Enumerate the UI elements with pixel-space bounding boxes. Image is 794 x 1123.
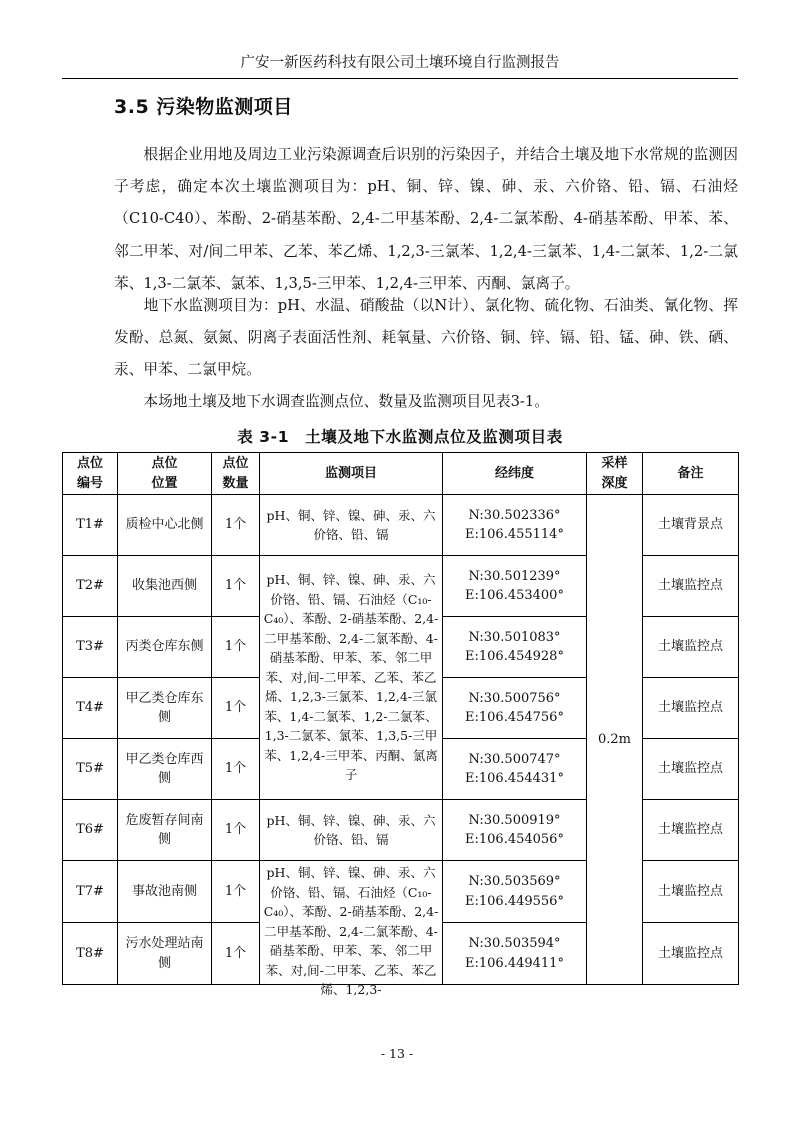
point-quantity: 1个	[212, 861, 260, 923]
point-location: 甲乙类仓库西侧	[118, 739, 212, 800]
remark: 土壤背景点	[643, 495, 739, 556]
paragraph-soil-items: 根据企业用地及周边工业污染源调查后识别的污染因子，并结合土壤及地下水常规的监测因子考虑，确定本次土壤监测项目为：pH、铜、锌、镍、砷、汞、六价铬、铅、镉、石油烃（C10-C40）、苯酚、2-硝基苯酚、2,4-二甲基苯酚、2,4-二氯苯酚、4-硝基苯酚、甲苯、苯、邻二甲苯、对/间二甲苯、乙苯、苯乙烯、1,2,3-三氯苯、1,2,4-三氯苯、1,4-二氯苯、1,2-二氯苯、1,3-二氯苯、氯苯、1,3,5-三甲苯、1,2,4-三甲苯、丙酮、氯离子。	[114, 146, 738, 292]
point-quantity: 1个	[212, 800, 260, 861]
remark: 土壤监控点	[643, 556, 739, 617]
monitoring-items: pH、铜、锌、镍、砷、汞、六价铬、铅、镉	[260, 800, 443, 861]
coordinates: N:30.500756° E:106.454756°	[443, 678, 587, 739]
point-location: 收集池西侧	[118, 556, 212, 617]
point-quantity: 1个	[212, 678, 260, 739]
section-heading: 3.5 污染物监测项目	[114, 96, 293, 118]
point-code: T2#	[63, 556, 118, 617]
header-coordinates: 经纬度	[443, 453, 587, 495]
coordinates: N:30.500919° E:106.454056°	[443, 800, 587, 861]
point-quantity: 1个	[212, 739, 260, 800]
table-row	[63, 495, 739, 556]
monitoring-items	[260, 861, 443, 997]
monitoring-items: pH、铜、锌、镍、砷、汞、六价铬、铅、镉、石油烃（C₁₀-C₄₀）、苯酚、2-硝基苯酚、2,4-二甲基苯酚、2,4-二氯苯酚、4-硝基苯酚、甲苯、苯、邻二甲苯、对,间-二甲苯、乙苯、苯乙烯、1,2,3-三氯苯、1,2,4-三氯苯、1,4-二氯苯、1,2-二氯苯、1,3-二氯苯、氯苯、1,3,5-三甲苯、1,2,4-三甲苯、丙酮、氯离子	[260, 556, 443, 800]
coordinates: N:30.501083° E:106.454928°	[443, 617, 587, 678]
running-header: 广安一新医药科技有限公司土壤环境自行监测报告	[62, 52, 738, 79]
paragraph-table-reference: 本场地土壤及地下水调查监测点位、数量及监测项目见表3-1。	[143, 393, 549, 410]
header-point-code: 点位 编号	[63, 453, 118, 495]
coordinates: N:30.503594° E:106.449411°	[443, 923, 587, 985]
coordinates: N:30.501239° E:106.453400°	[443, 556, 587, 617]
header-point-quantity: 点位 数量	[212, 453, 260, 495]
table-caption: 表 3-1 土壤及地下水监测点位及监测项目表	[237, 428, 563, 446]
monitoring-points-table	[62, 452, 739, 997]
point-location: 危废暂存间南侧	[118, 800, 212, 861]
remark: 土壤监控点	[643, 800, 739, 861]
point-location: 甲乙类仓库东侧	[118, 678, 212, 739]
point-location: 污水处理站南侧	[118, 923, 212, 985]
coordinates: N:30.500747° E:106.454431°	[443, 739, 587, 800]
remark: 土壤监控点	[643, 861, 739, 923]
coordinates: N:30.502336° E:106.455114°	[443, 495, 587, 556]
point-quantity: 1个	[212, 923, 260, 985]
remark: 土壤监控点	[643, 617, 739, 678]
point-quantity: 1个	[212, 495, 260, 556]
header-sampling-depth: 采样 深度	[587, 453, 643, 495]
monitoring-items: pH、铜、锌、镍、砷、汞、六价铬、铅、镉	[260, 495, 443, 556]
point-code: T5#	[63, 739, 118, 800]
monitoring-items-text: pH、铜、锌、镍、砷、汞、六价铬、铅、镉、石油烃（C₁₀-C₄₀）、苯酚、2-硝基苯酚、2,4-二甲基苯酚、2,4-二氯苯酚、4-硝基苯酚、甲苯、苯、邻二甲苯、对,间-二甲苯、乙苯、苯乙烯、1,2,3-	[263, 865, 439, 997]
table-header-row	[63, 453, 739, 495]
header-monitoring-items: 监测项目	[260, 453, 443, 495]
point-code: T6#	[63, 800, 118, 861]
paragraph-groundwater-items: 地下水监测项目为：pH、水温、硝酸盐（以N计）、氯化物、硫化物、石油类、氰化物、挥发酚、总氮、氨氮、阴离子表面活性剂、耗氧量、六价铬、铜、锌、镉、铅、锰、砷、铁、硒、汞、甲苯、二氯甲烷。	[114, 297, 738, 379]
point-code: T1#	[63, 495, 118, 556]
remark: 土壤监控点	[643, 739, 739, 800]
point-quantity: 1个	[212, 556, 260, 617]
point-code: T3#	[63, 617, 118, 678]
header-remarks: 备注	[643, 453, 739, 495]
remark: 土壤监控点	[643, 923, 739, 985]
point-location: 质检中心北侧	[118, 495, 212, 556]
coordinates: N:30.503569° E:106.449556°	[443, 861, 587, 923]
point-code: T7#	[63, 861, 118, 923]
point-quantity: 1个	[212, 617, 260, 678]
point-code: T8#	[63, 923, 118, 985]
point-location: 事故池南侧	[118, 861, 212, 923]
remark: 土壤监控点	[643, 678, 739, 739]
page-number: - 13 -	[380, 1046, 414, 1061]
point-location: 丙类仓库东侧	[118, 617, 212, 678]
sampling-depth: 0.2m	[587, 495, 643, 985]
point-code: T4#	[63, 678, 118, 739]
header-point-location: 点位 位置	[118, 453, 212, 495]
